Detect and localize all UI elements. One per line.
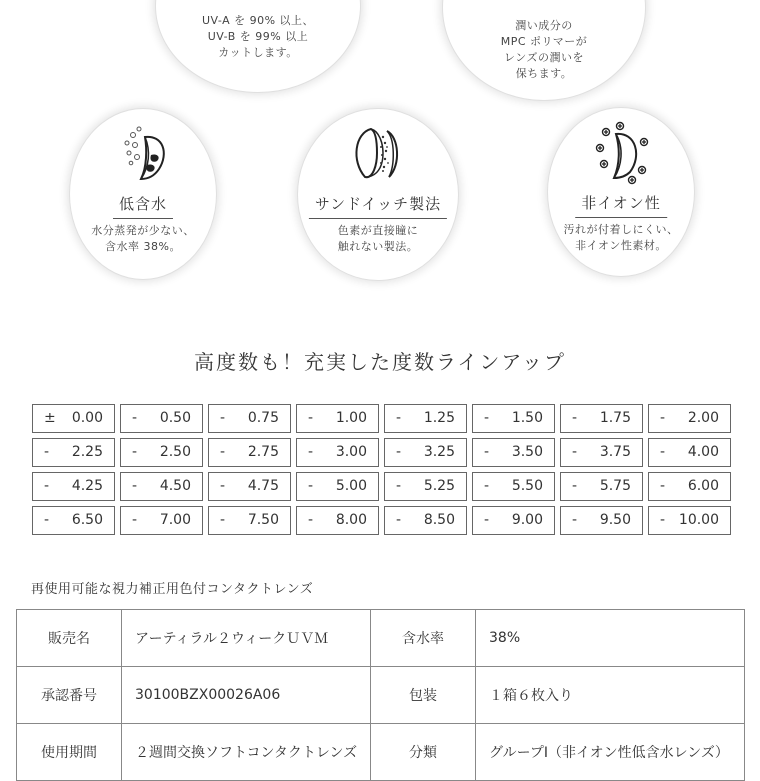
leaf-droplets-icon (111, 121, 175, 185)
power-cell (560, 404, 643, 433)
power-value: 4.25 (71, 478, 103, 494)
desc-line: 汚れが付着しにくい、 (563, 223, 679, 236)
power-cell (208, 438, 291, 467)
desc-line: レンズの潤いを (504, 51, 584, 64)
power-cell (384, 472, 467, 501)
power-value: 8.00 (335, 512, 367, 528)
power-sign: - (572, 478, 578, 494)
power-sign: - (132, 410, 138, 426)
desc-line: 保ちます。 (515, 67, 573, 80)
feature-moisture (443, 0, 645, 100)
power-value: 4.00 (687, 444, 719, 460)
power-sign: - (484, 478, 490, 494)
spec-key: 使用期間 (17, 724, 122, 781)
power-sign: - (308, 478, 314, 494)
power-value: 4.75 (247, 478, 279, 494)
power-value: 2.50 (159, 444, 191, 460)
power-sign: - (572, 444, 578, 460)
power-sign: - (484, 410, 490, 426)
spec-value: アーティラル２ウィークＵＶＭ (122, 610, 371, 667)
table-row (17, 724, 745, 781)
power-cell (120, 472, 203, 501)
feature-description (298, 223, 458, 255)
power-sign: - (44, 512, 50, 528)
feature-title: サンドイッチ製法 (309, 193, 447, 219)
power-sign: - (484, 512, 490, 528)
desc-line: 触れない製法。 (337, 240, 419, 253)
table-row (17, 610, 745, 667)
spec-title: 再使用可能な視力補正用色付コンタクトレンズ (31, 582, 314, 597)
power-sign: - (572, 410, 578, 426)
spec-key: 販売名 (17, 610, 122, 667)
power-sign: - (44, 478, 50, 494)
desc-line: UV-A を 90% 以上、 (201, 14, 315, 27)
power-sign: - (220, 512, 226, 528)
power-sign: - (572, 512, 578, 528)
power-cell (296, 438, 379, 467)
power-cell (648, 472, 731, 501)
spec-value: １箱６枚入り (476, 667, 745, 724)
power-value: 1.00 (335, 410, 367, 426)
power-value: 7.00 (159, 512, 191, 528)
power-value: 0.75 (247, 410, 279, 426)
feature-sandwich-method (298, 109, 458, 280)
power-sign: - (220, 410, 226, 426)
power-cell (208, 506, 291, 535)
power-value: 8.50 (423, 512, 455, 528)
power-value: 9.50 (599, 512, 631, 528)
power-cell (648, 404, 731, 433)
power-value: 6.00 (687, 478, 719, 494)
power-sign: - (132, 512, 138, 528)
desc-line: UV-B を 99% 以上 (207, 30, 309, 43)
power-value: 10.00 (678, 512, 719, 528)
spec-key: 含水率 (371, 610, 476, 667)
spec-value: 38% (476, 610, 745, 667)
power-sign: - (396, 410, 402, 426)
power-sign: - (484, 444, 490, 460)
power-cell (296, 404, 379, 433)
power-cell (472, 404, 555, 433)
desc-line: 水分蒸発が少ない、 (91, 224, 195, 237)
power-value: 0.00 (71, 410, 103, 426)
power-cell (296, 506, 379, 535)
power-cell (560, 506, 643, 535)
power-cell (32, 404, 115, 433)
power-cell (472, 472, 555, 501)
power-sign: - (396, 444, 402, 460)
power-sign: - (396, 512, 402, 528)
power-sign: - (660, 410, 666, 426)
power-value: 4.50 (159, 478, 191, 494)
power-sign: - (132, 478, 138, 494)
power-value: 2.25 (71, 444, 103, 460)
spec-key: 分類 (371, 724, 476, 781)
spec-value: 30100BZX00026A06 (122, 667, 371, 724)
power-cell (208, 472, 291, 501)
power-value: 0.50 (159, 410, 191, 426)
desc-line: MPC ポリマーが (500, 35, 588, 48)
desc-line: 非イオン性素材。 (575, 239, 667, 252)
power-cell (32, 472, 115, 501)
power-value: 5.25 (423, 478, 455, 494)
desc-line: 含水率 38%。 (105, 240, 181, 253)
layered-lens-icon (343, 121, 413, 185)
power-cell (648, 506, 731, 535)
power-cell (384, 438, 467, 467)
feature-description (156, 13, 360, 61)
spec-key: 包装 (371, 667, 476, 724)
power-value: 2.75 (247, 444, 279, 460)
power-sign: - (308, 410, 314, 426)
power-value: 7.50 (247, 512, 279, 528)
power-value: 1.25 (423, 410, 455, 426)
power-sign: - (660, 478, 666, 494)
power-cell (472, 506, 555, 535)
feature-low-water (70, 109, 216, 279)
power-value: 3.25 (423, 444, 455, 460)
spec-value: ２週間交換ソフトコンタクトレンズ (122, 724, 371, 781)
power-sign: - (396, 478, 402, 494)
feature-non-ionic (548, 108, 694, 276)
power-sign: - (660, 512, 666, 528)
power-value: 3.00 (335, 444, 367, 460)
power-value: 1.50 (511, 410, 543, 426)
power-value: 6.50 (71, 512, 103, 528)
feature-uv-cut (156, 0, 360, 92)
desc-line: 色素が直接瞳に (337, 224, 419, 237)
lineup-title: 高度数も！充実した度数ラインアップ (194, 350, 566, 374)
power-cell (120, 506, 203, 535)
power-cell (384, 506, 467, 535)
non-ionic-icon (586, 120, 656, 186)
spec-table (16, 609, 745, 781)
power-cell (560, 472, 643, 501)
power-value: 2.00 (687, 410, 719, 426)
power-cell (384, 404, 467, 433)
power-value: 5.00 (335, 478, 367, 494)
power-sign: - (660, 444, 666, 460)
power-sign: - (132, 444, 138, 460)
table-row (17, 667, 745, 724)
power-sign: - (220, 478, 226, 494)
power-cell (32, 438, 115, 467)
power-value: 3.50 (511, 444, 543, 460)
power-sign: - (220, 444, 226, 460)
power-sign: - (308, 512, 314, 528)
power-value: 3.75 (599, 444, 631, 460)
power-sign: - (44, 444, 50, 460)
spec-key: 承認番号 (17, 667, 122, 724)
power-sign: ± (44, 410, 56, 426)
power-value: 9.00 (511, 512, 543, 528)
power-cell (648, 438, 731, 467)
spec-value: グループⅠ（非イオン性低含水レンズ） (476, 724, 745, 781)
power-cell (120, 438, 203, 467)
power-value: 5.75 (599, 478, 631, 494)
power-cell (472, 438, 555, 467)
feature-description (70, 223, 216, 255)
desc-line: 潤い成分の (515, 19, 573, 32)
power-cell (120, 404, 203, 433)
power-value: 1.75 (599, 410, 631, 426)
power-cell (560, 438, 643, 467)
feature-description (443, 18, 645, 82)
power-cell (296, 472, 379, 501)
power-value: 5.50 (511, 478, 543, 494)
desc-line: カットします。 (218, 46, 298, 59)
feature-title: 低含水 (113, 193, 173, 219)
feature-title: 非イオン性 (575, 192, 667, 218)
power-sign: - (308, 444, 314, 460)
feature-description (548, 222, 694, 254)
power-cell (32, 506, 115, 535)
power-cell (208, 404, 291, 433)
